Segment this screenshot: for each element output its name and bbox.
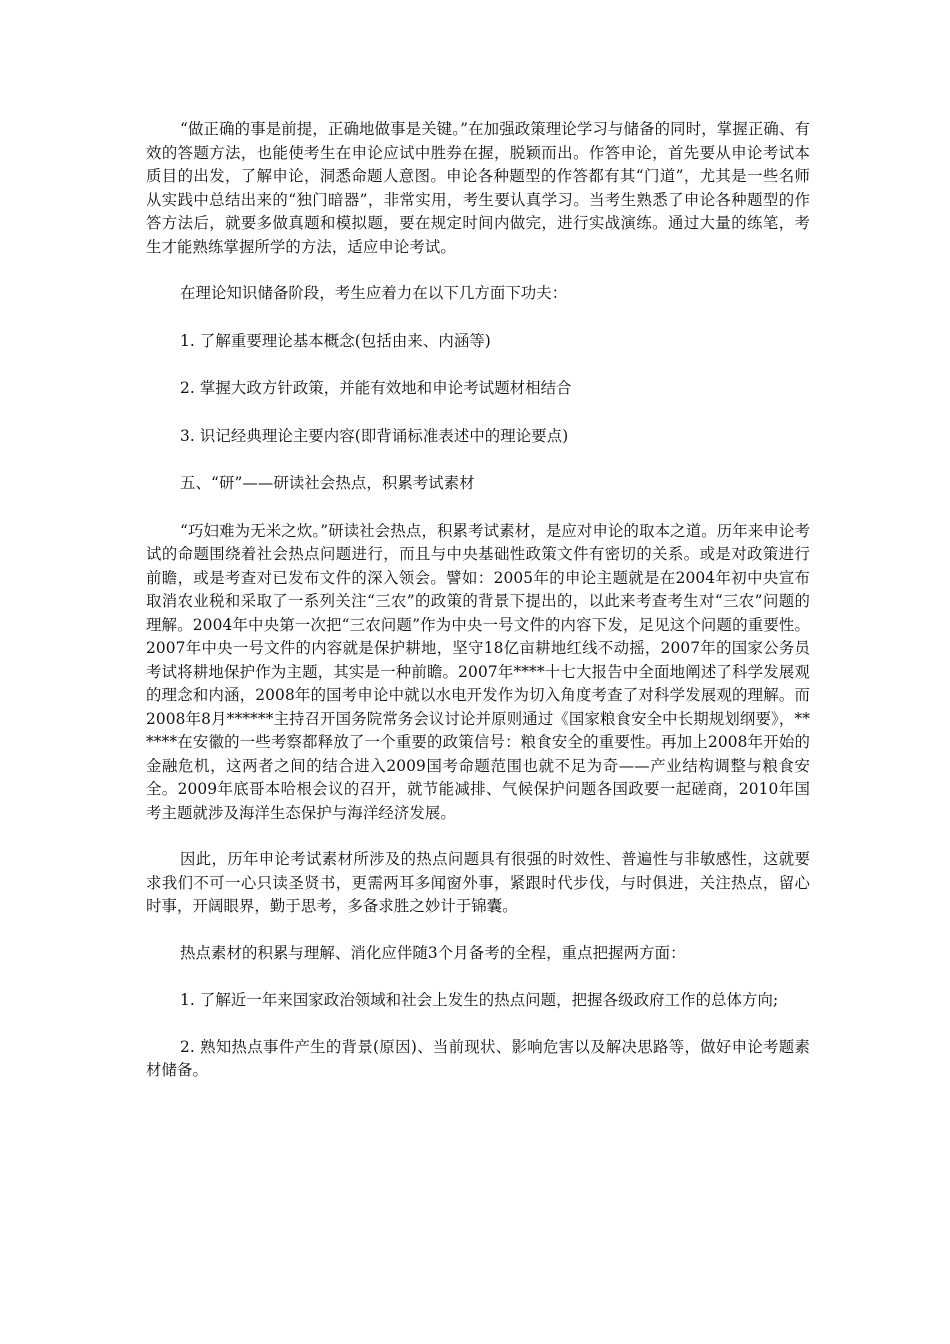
section-heading-five: 五、“研”——研读社会热点，积累考试素材: [180, 474, 475, 492]
list-item-material-1: 1. 了解近一年来国家政治领域和社会上发生的热点问题，把握各级政府工作的总体方向;: [180, 991, 779, 1009]
list-item-material-2: 2. 熟知热点事件产生的背景(原因)、当前现状、影响危害以及解决思路等，做好申论考题素材储备。: [146, 1037, 810, 1079]
document-page: [146, 118, 810, 1083]
list-item-theory-2: 2. 掌握大政方针政策，并能有效地和申论考试题材相结合: [180, 379, 572, 397]
paragraph-therefore: 因此，历年申论考试素材所涉及的热点问题具有很强的时效性、普遍性与非敏感性，这就要求我们不可一心只读圣贤书，更需两耳多闻窗外事，紧跟时代步伐，与时俱进，关注热点，留心时事，开阔眼界，勤于思考，多备求胜之妙计于锦囊。: [146, 850, 810, 915]
list-item-theory-1: 1. 了解重要理论基本概念(包括由来、内涵等): [180, 331, 491, 350]
paragraph-hot-topics: “巧妇难为无米之炊。”研读社会热点，积累考试素材，是应对申论的取本之道。历年来申论考试的命题围绕着社会热点问题进行，而且与中央基础性政策文件有密切的关系。或是对政策进行前瞻，或是考查对已发布文件的深入领会。譬如：2005年的申论主题就是在2004年初中央宣布取消农业税和采取了一系列关注“三农”的政策的背景下提出的，以此来考查考生对“三农”问题的理解。2004年中央第一次把“三农问题”作为中央一号文件的内容下发，足见这个问题的重要性。2007年中央一号文件的内容就是保护耕地，坚守18亿亩耕地红线不动摇，2007年的国家公务员考试将耕地保护作为主题，其实是一种前瞻。2007年****十七大报告中全面地阐述了科学发展观的理念和内涵，2008年的国考申论中就以水电开发作为切入角度考查了对科学发展观的理解。而2008年8月******主持召开国务院常务会议讨论并原则通过《国家粮食安全中长期规划纲要》，******在安徽的一些考察都释放了一个重要的政策信号：粮食安全的重要性。再加上2008年开始的金融危机，这两者之间的结合进入2009国考命题范围也就不足为奇——产业结构调整与粮食安全。2009年底哥本哈根会议的召开，就节能减排、气候保护问题各国政要一起磋商，2010年国考主题就涉及海洋生态保护与海洋经济发展。: [146, 521, 810, 822]
paragraph-theory-intro: 在理论知识储备阶段，考生应着力在以下几方面下功夫：: [180, 284, 568, 302]
list-item-theory-3: 3. 识记经典理论主要内容(即背诵标准表述中的理论要点): [180, 426, 569, 445]
paragraph-material-intro: 热点素材的积累与理解、消化应伴随3个月备考的全程，重点把握两方面：: [180, 943, 686, 962]
paragraph-answering-methods: “做正确的事是前提，正确地做事是关键。”在加强政策理论学习与储备的同时，掌握正确、有效的答题方法，也能使考生在申论应试中胜券在握，脱颖而出。作答申论，首先要从申论考试本质目的出发，了解申论，洞悉命题人意图。申论各种题型的作答都有其“门道”，尤其是一些名师从实践中总结出来的“独门暗器”，非常实用，考生要认真学习。当考生熟悉了申论各种题型的作答方法后，就要多做真题和模拟题，要在规定时间内做完，进行实战演练。通过大量的练笔，考生才能熟练掌握所学的方法，适应申论考试。: [146, 120, 810, 256]
